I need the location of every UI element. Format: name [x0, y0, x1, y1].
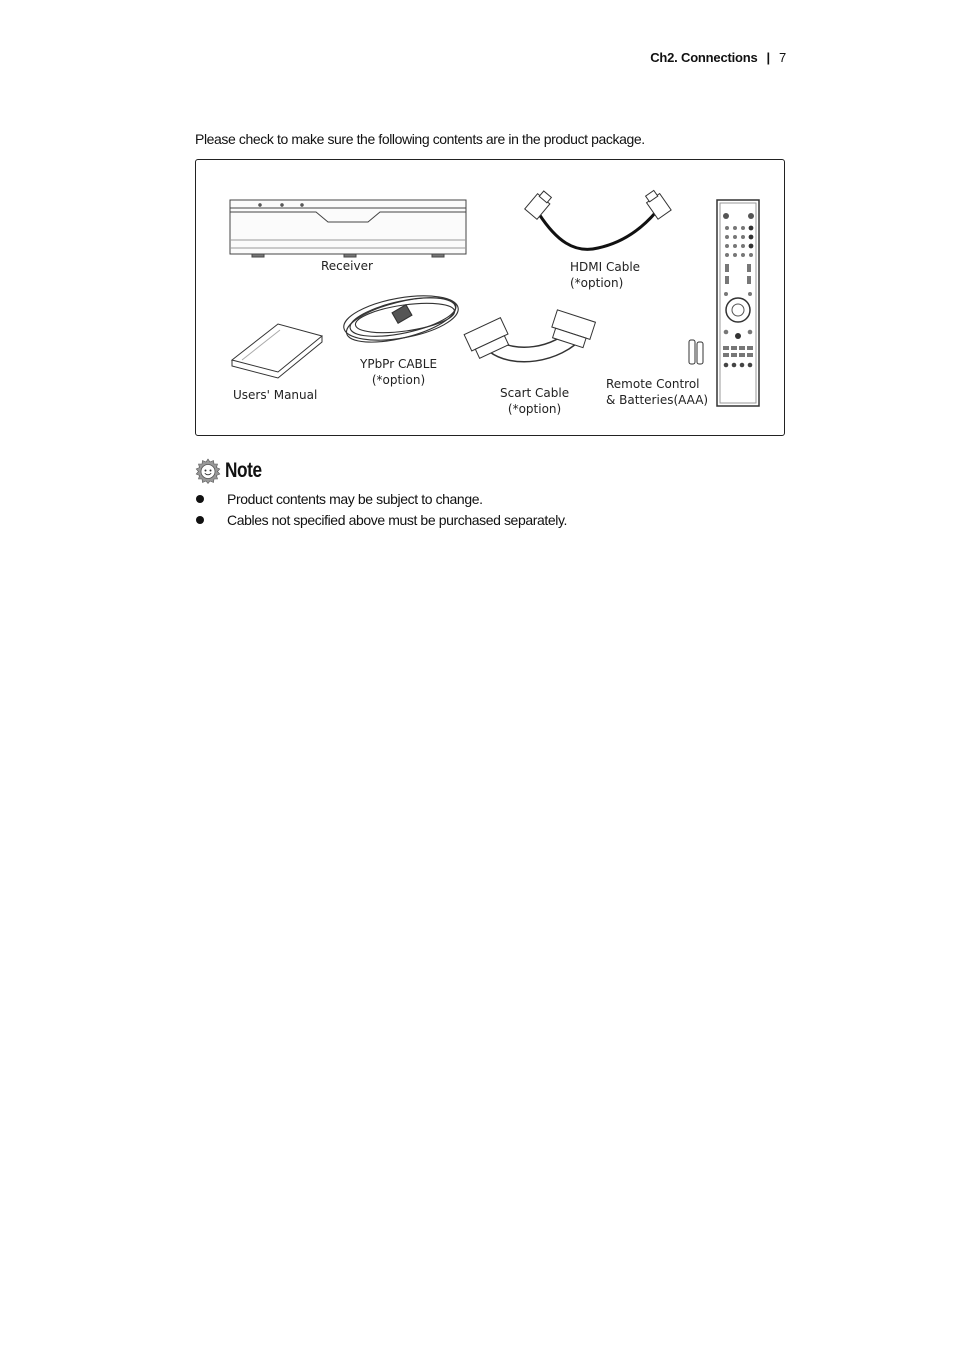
header-separator: | — [766, 50, 770, 65]
manual-label — [233, 387, 317, 403]
hdmi-cable-illustration — [525, 189, 671, 250]
scart-note: (*option) — [507, 402, 562, 416]
chapter-title: Ch2. Connections — [650, 50, 758, 65]
receiver-name: Receiver — [321, 259, 373, 273]
hdmi-name: HDMI Cable — [570, 260, 641, 274]
note-heading — [195, 458, 270, 484]
note-badge-icon — [195, 458, 221, 484]
manual-illustration — [232, 324, 322, 378]
page-number: 7 — [778, 50, 786, 65]
remote-note: & Batteries(AAA) — [606, 393, 709, 407]
note-title: Note — [225, 459, 262, 482]
page-header — [650, 50, 786, 65]
remote-label — [606, 376, 708, 408]
ypbpr-cable-illustration — [340, 288, 461, 351]
manual-name: Users' Manual — [233, 388, 318, 402]
scart-name: Scart Cable — [500, 386, 570, 400]
hdmi-label — [570, 259, 640, 291]
scart-cable-illustration — [464, 310, 595, 360]
package-contents-box — [195, 159, 785, 436]
intro-text: Please check to make sure the following contents are in the product package. — [195, 131, 645, 147]
ypbpr-name: YPbPr CABLE — [360, 357, 438, 371]
hdmi-note: (*option) — [570, 276, 624, 290]
receiver-illustration — [230, 200, 466, 257]
remote-control-illustration — [717, 200, 759, 406]
ypbpr-note: (*option) — [371, 373, 426, 387]
remote-name: Remote Control — [606, 377, 700, 391]
batteries-illustration — [689, 340, 703, 364]
list-item: Product contents may be subject to change. — [195, 489, 567, 510]
list-item: Cables not specified above must be purchased separately. — [195, 510, 567, 531]
scart-label — [500, 385, 569, 417]
receiver-label — [321, 258, 373, 274]
ypbpr-label — [360, 356, 437, 388]
note-list — [195, 489, 567, 531]
